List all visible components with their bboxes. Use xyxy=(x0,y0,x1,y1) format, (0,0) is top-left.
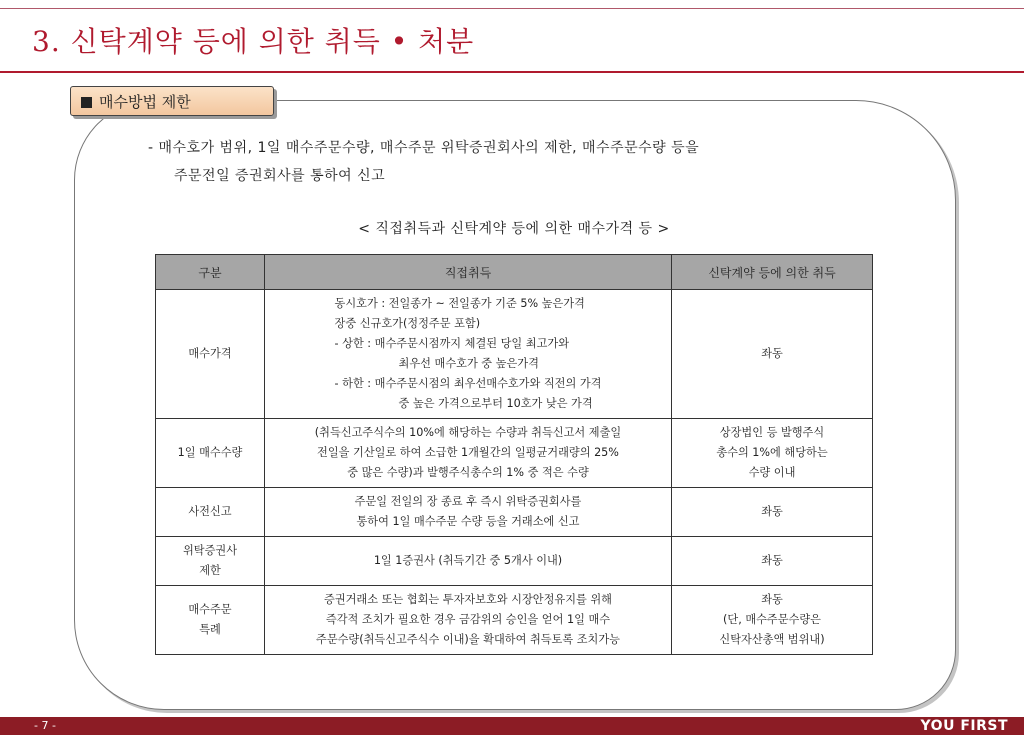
table-row xyxy=(156,488,873,537)
direct-cell: 동시호가 : 전일종가 ~ 전일종가 기준 5% 높은가격 장중 신규호가(정정주문 포함) - 상한 : 매수주문시점까지 체결된 당일 최고가와 최우선 매수호가 중 높은가격 - 하한 : 매수주문시점의 최우선매수호가와 직전의 가격 중 높은 가격으로부터 10호가 낮은 가격 xyxy=(265,290,672,419)
page-number: - 7 - xyxy=(34,719,56,732)
row-label: 위탁증권사 제한 xyxy=(156,537,265,586)
row-label: 매수주문 특례 xyxy=(156,586,265,655)
square-bullet-icon xyxy=(81,97,92,108)
table-header-row xyxy=(156,255,873,290)
direct-cell: 1일 1증권사 (취득기간 중 5개사 이내) xyxy=(265,537,672,586)
top-rule xyxy=(0,8,1024,9)
section-label: 매수방법 제한 xyxy=(99,93,191,111)
description xyxy=(148,134,878,190)
trust-cell: 좌동 (단, 매수주문수량은 신탁자산총액 범위내) xyxy=(672,586,873,655)
header-trust: 신탁계약 등에 의한 취득 xyxy=(672,255,873,290)
trust-cell: 상장법인 등 발행주식 총수의 1%에 해당하는 수량 이내 xyxy=(672,419,873,488)
table-row xyxy=(156,537,873,586)
table-caption: < 직접취득과 신탁계약 등에 의한 매수가격 등 > xyxy=(358,221,670,237)
footer-bar xyxy=(0,717,1024,735)
table-row xyxy=(156,586,873,655)
title-rule xyxy=(0,71,1024,73)
section-tab xyxy=(70,86,274,116)
description-line-1: - 매수호가 범위, 1일 매수주문수량, 매수주문 위탁증권회사의 제한, 매수주문수량 등을 xyxy=(148,140,700,156)
row-label: 매수가격 xyxy=(156,290,265,419)
direct-cell: (취득신고주식수의 10%에 해당하는 수량과 취득신고서 제출일 전일을 기산일로 하여 소급한 1개월간의 일평균거래량의 25% 중 많은 수량)과 발행주식총수의 1% 중 적은 수량 xyxy=(265,419,672,488)
trust-cell: 좌동 xyxy=(672,488,873,537)
direct-cell: 주문일 전일의 장 종료 후 즉시 위탁증권회사를 통하여 1일 매수주문 수량 등을 거래소에 신고 xyxy=(265,488,672,537)
header-category: 구분 xyxy=(156,255,265,290)
trust-cell: 좌동 xyxy=(672,290,873,419)
direct-cell: 증권거래소 또는 협회는 투자자보호와 시장안정유지를 위해 즉각적 조치가 필요한 경우 금감위의 승인을 얻어 1일 매수 주문수량(취득신고주식수 이내)을 확대하여 취득토록 조치가능 xyxy=(265,586,672,655)
description-line-2: 주문전일 증권회사를 통하여 신고 xyxy=(174,168,386,184)
purchase-method-table xyxy=(155,254,873,655)
row-label: 사전신고 xyxy=(156,488,265,537)
page-title: 3. 신탁계약 등에 의한 취득 • 처분 xyxy=(32,25,475,58)
row-label: 1일 매수수량 xyxy=(156,419,265,488)
header-direct: 직접취득 xyxy=(265,255,672,290)
trust-cell: 좌동 xyxy=(672,537,873,586)
table-row xyxy=(156,419,873,488)
table-row xyxy=(156,290,873,419)
brand-logo: YOU FIRST xyxy=(920,718,1008,734)
